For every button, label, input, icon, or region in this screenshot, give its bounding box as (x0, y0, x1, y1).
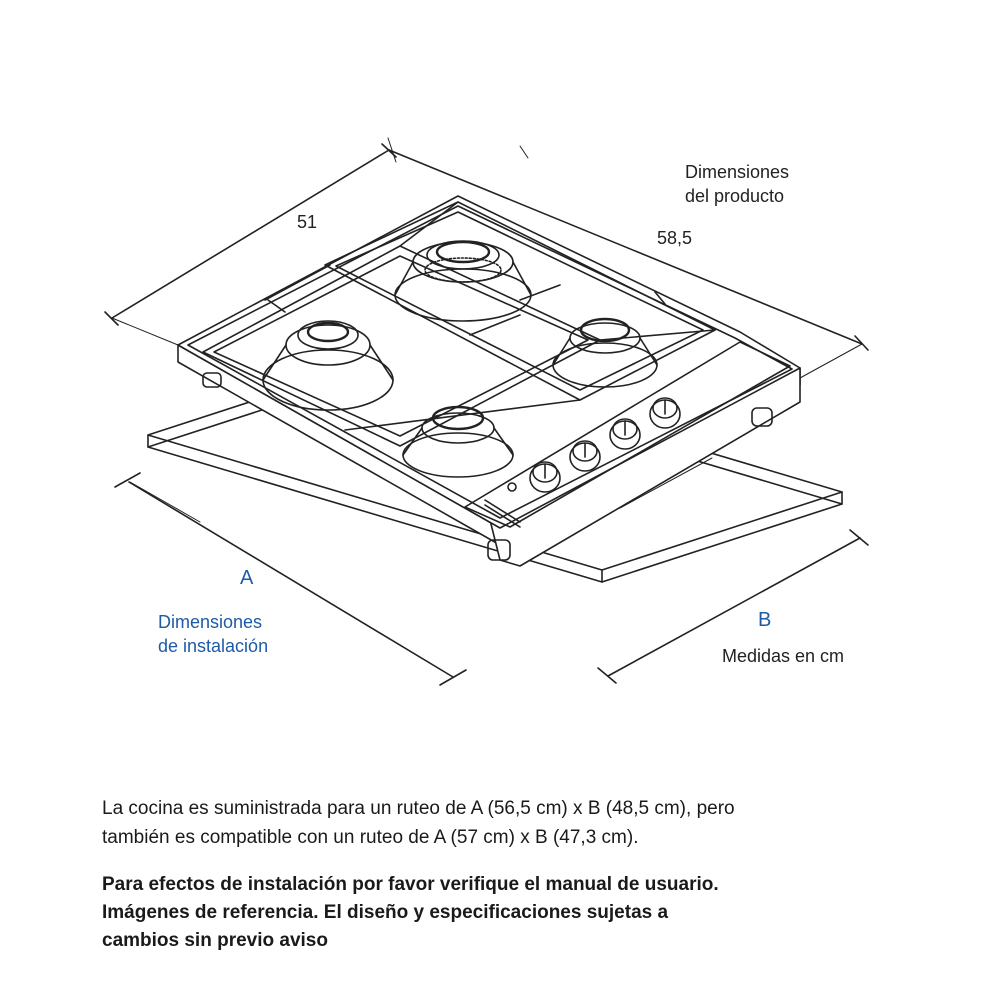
product-dimensions-label (685, 160, 789, 208)
routing-note-line-2: también es compatible con un ruteo de A (57 cm) x B (47,3 cm). (102, 827, 639, 848)
disclaimer-line-2: Imágenes de referencia. El diseño y especificaciones sujetas a (102, 902, 669, 923)
installation-dimensions-line-2: de instalación (158, 636, 269, 656)
routing-note-line-1: La cocina es suministrada para un ruteo de A (56,5 cm) x B (48,5 cm), pero (102, 798, 735, 819)
installation-dimensions-line-1: Dimensiones (158, 612, 263, 632)
product-dimensions-line-2: del producto (685, 186, 785, 206)
disclaimer-note (102, 871, 922, 955)
depth-value: 51 (297, 212, 318, 232)
routing-note (102, 794, 922, 852)
disclaimer-line-3: cambios sin previo aviso (102, 930, 328, 951)
width-value: 58,5 (657, 228, 693, 248)
product-dimensions-line-1: Dimensiones (685, 162, 790, 182)
disclaimer-line-1: Para efectos de instalación por favor verifique el manual de usuario. (102, 874, 719, 895)
units-note: Medidas en cm (722, 646, 845, 666)
installation-dimensions-label (158, 610, 268, 658)
cutout-b-label: B (758, 609, 772, 631)
cutout-a-label: A (240, 567, 254, 589)
